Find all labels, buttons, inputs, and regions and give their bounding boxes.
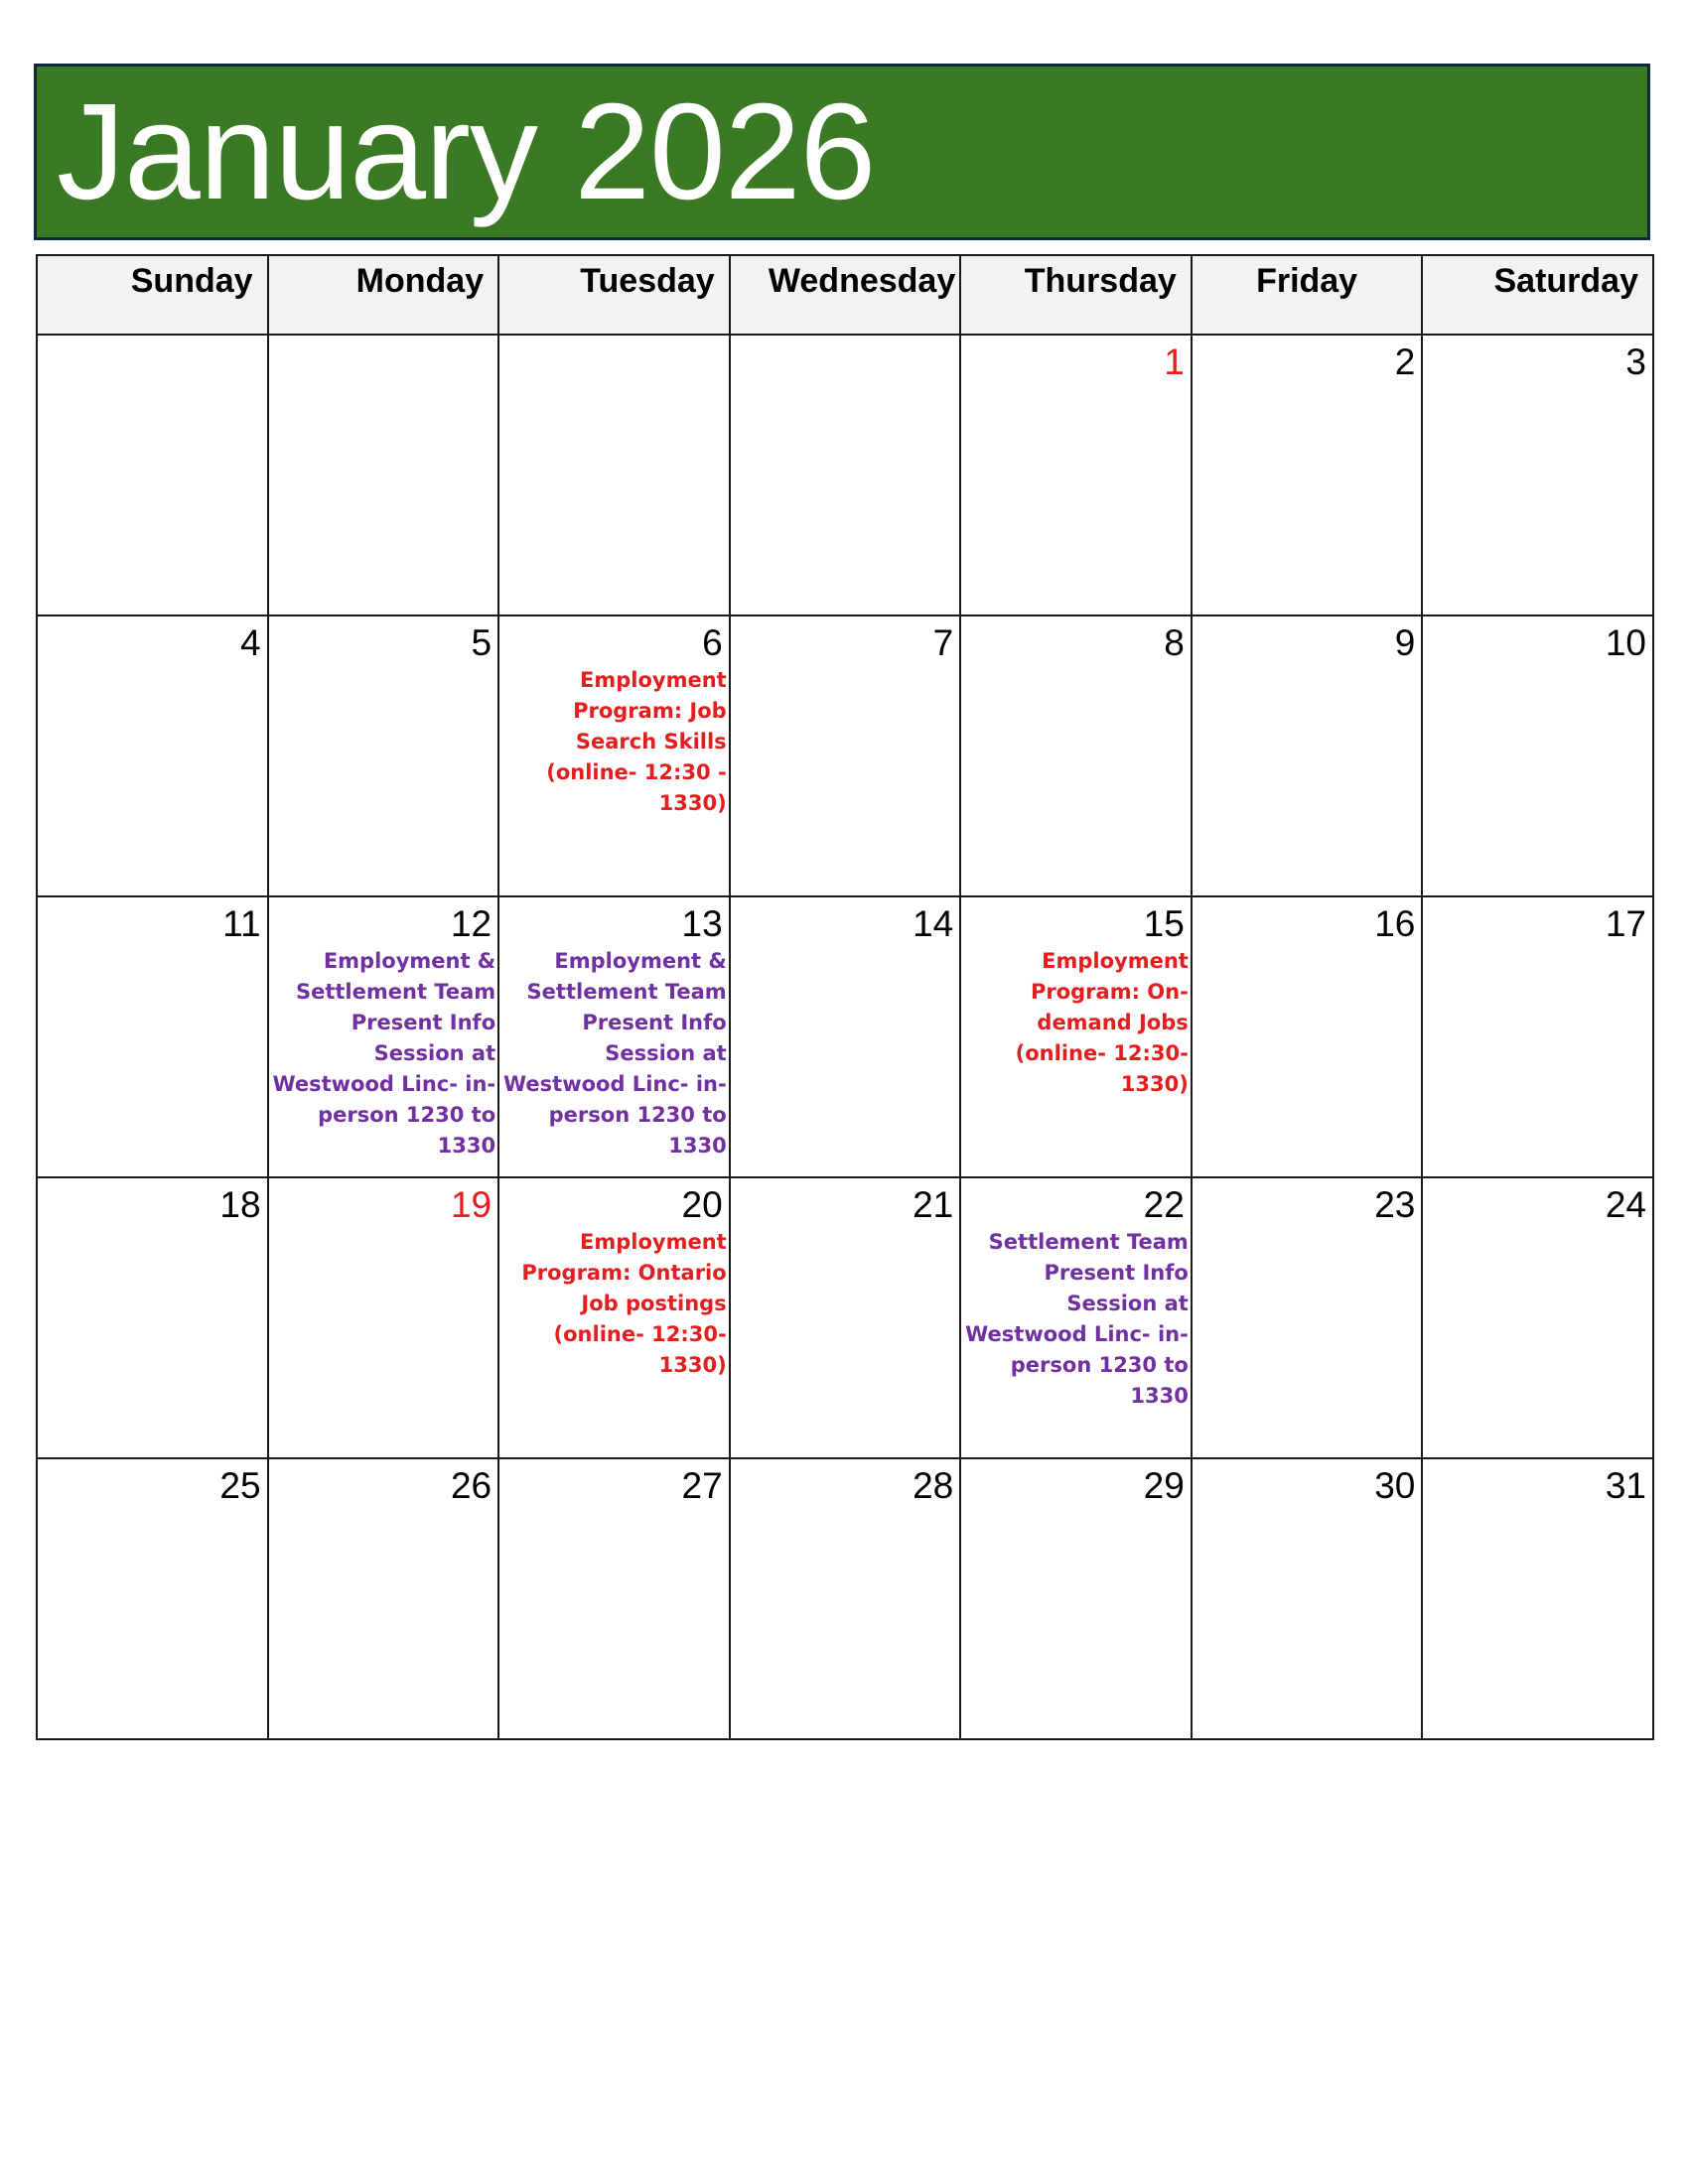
week-row <box>37 1458 1653 1739</box>
week-row <box>37 615 1653 896</box>
day-cell-empty <box>37 335 268 615</box>
day-number <box>269 336 498 343</box>
week-row <box>37 896 1653 1177</box>
day-cell-6 <box>498 615 730 896</box>
week-row <box>37 1177 1653 1458</box>
day-number <box>499 336 729 343</box>
event-text: Settlement Team Present Info Session at Westwood Linc- in-person 1230 to 1330 <box>965 1230 1189 1408</box>
day-number: 7 <box>932 622 954 663</box>
weekday-monday: Monday <box>268 255 499 335</box>
month-title: January 2026 <box>57 75 876 228</box>
month-header <box>34 64 1650 240</box>
weekday-friday: Friday <box>1192 255 1423 335</box>
weekday-saturday: Saturday <box>1422 255 1653 335</box>
day-cell-9 <box>1192 615 1423 896</box>
day-cell-15 <box>960 896 1192 1177</box>
weekday-sunday: Sunday <box>37 255 268 335</box>
day-number: 15 <box>1143 903 1185 944</box>
day-number: 27 <box>681 1465 723 1506</box>
event-text: Employment & Settlement Team Present Info Session at Westwood Linc- in-person 1230 to 1330 <box>503 949 727 1158</box>
day-number: 24 <box>1605 1184 1646 1225</box>
day-cell-4 <box>37 615 268 896</box>
day-cell-25 <box>37 1458 268 1739</box>
day-number: 13 <box>681 903 723 944</box>
day-cell-13 <box>498 896 730 1177</box>
day-number: 29 <box>1143 1465 1185 1506</box>
day-cell-31 <box>1422 1458 1653 1739</box>
day-cell-17 <box>1422 896 1653 1177</box>
calendar-grid <box>36 254 1654 1740</box>
day-cell-16 <box>1192 896 1423 1177</box>
day-cell-10 <box>1422 615 1653 896</box>
day-number: 17 <box>1605 903 1646 944</box>
day-cell-28 <box>730 1458 961 1739</box>
day-cell-11 <box>37 896 268 1177</box>
day-number: 26 <box>450 1465 492 1506</box>
day-number: 12 <box>450 903 492 944</box>
day-number: 10 <box>1605 622 1646 663</box>
event-text: Employment & Settlement Team Present Info Session at Westwood Linc- in-person 1230 to 1330 <box>272 949 496 1158</box>
day-cell-19 <box>268 1177 499 1458</box>
day-number: 1 <box>1164 341 1185 382</box>
day-cell-5 <box>268 615 499 896</box>
day-cell-30 <box>1192 1458 1423 1739</box>
weekday-tuesday: Tuesday <box>498 255 730 335</box>
day-cell-8 <box>960 615 1192 896</box>
day-number: 16 <box>1374 903 1416 944</box>
day-cell-23 <box>1192 1177 1423 1458</box>
day-number: 14 <box>913 903 954 944</box>
day-number: 22 <box>1143 1184 1185 1225</box>
day-number: 11 <box>222 903 261 944</box>
day-cell-12 <box>268 896 499 1177</box>
day-cell-empty <box>730 335 961 615</box>
day-cell-empty <box>498 335 730 615</box>
day-number: 31 <box>1605 1465 1646 1506</box>
event-text: Employment Program: Job Search Skills (online- 12:30 - 1330) <box>546 668 727 815</box>
day-number: 23 <box>1374 1184 1416 1225</box>
day-cell-22 <box>960 1177 1192 1458</box>
day-cell-2 <box>1192 335 1423 615</box>
weekday-thursday: Thursday <box>960 255 1192 335</box>
day-number: 5 <box>471 622 492 663</box>
day-cell-29 <box>960 1458 1192 1739</box>
day-number: 8 <box>1164 622 1185 663</box>
day-number: 18 <box>219 1184 261 1225</box>
day-cell-7 <box>730 615 961 896</box>
day-number: 3 <box>1625 341 1646 382</box>
day-number: 28 <box>913 1465 954 1506</box>
day-number: 9 <box>1394 622 1416 663</box>
day-number: 2 <box>1394 341 1416 382</box>
weekday-wednesday: Wednesday <box>730 255 961 335</box>
day-cell-20 <box>498 1177 730 1458</box>
day-cell-1 <box>960 335 1192 615</box>
day-cell-3 <box>1422 335 1653 615</box>
day-cell-18 <box>37 1177 268 1458</box>
day-number: 25 <box>219 1465 261 1506</box>
event-text: Employment Program: Ontario Job postings (online- 12:30-1330) <box>521 1230 727 1377</box>
day-cell-26 <box>268 1458 499 1739</box>
day-cell-24 <box>1422 1177 1653 1458</box>
day-number: 20 <box>681 1184 723 1225</box>
event-text: Employment Program: On- demand Jobs (online- 12:30-1330) <box>1015 949 1189 1096</box>
day-number: 19 <box>450 1184 492 1225</box>
day-cell-21 <box>730 1177 961 1458</box>
day-cell-27 <box>498 1458 730 1739</box>
weekday-header-row <box>37 255 1653 335</box>
week-row <box>37 335 1653 615</box>
day-number: 4 <box>239 622 261 663</box>
day-number <box>731 336 960 343</box>
day-cell-empty <box>268 335 499 615</box>
day-number <box>38 336 267 343</box>
day-number: 21 <box>913 1184 954 1225</box>
day-number: 30 <box>1374 1465 1416 1506</box>
day-cell-14 <box>730 896 961 1177</box>
day-number: 6 <box>702 622 723 663</box>
